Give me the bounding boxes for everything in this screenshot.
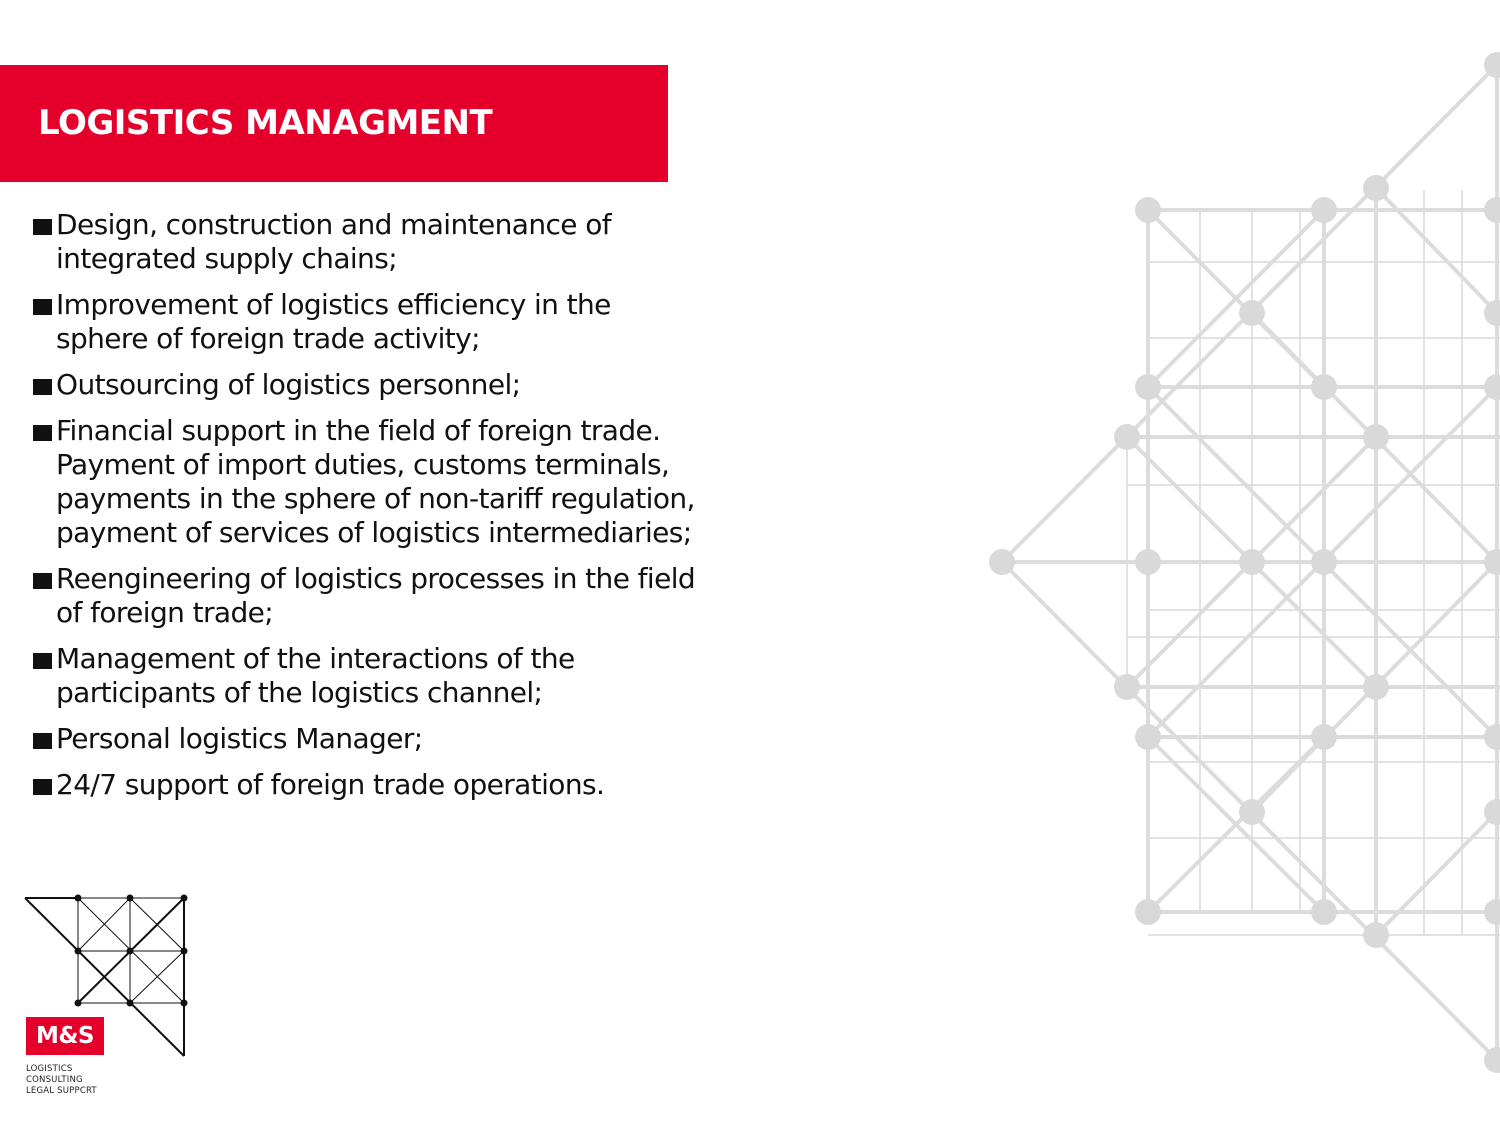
square-bullet-icon (33, 425, 52, 441)
list-item-line: Management of the interactions of the (56, 642, 575, 675)
network-lattice-icon (985, 40, 1500, 1085)
list-item (32, 288, 812, 356)
list-item-line: Design, construction and maintenance of (56, 208, 612, 241)
square-bullet-icon (33, 379, 52, 395)
list-item (32, 414, 812, 550)
page-title: LOGISTICS MANAGMENT (38, 103, 493, 143)
list-item-line: payment of services of logistics intermediaries; (56, 516, 692, 549)
list-item-line: Personal logistics Manager; (56, 722, 423, 755)
list-item-line: Payment of import duties, customs terminals, (56, 448, 670, 481)
list-item (32, 768, 812, 802)
logo-tagline-line: CONSULTING (26, 1075, 83, 1085)
list-item-line: Financial support in the field of foreign trade. (56, 414, 661, 447)
list-item-line: participants of the logistics channel; (56, 676, 543, 709)
list-item-line: Reengineering of logistics processes in the field (56, 562, 696, 595)
list-item (32, 208, 812, 276)
list-item (32, 368, 812, 402)
list-item-line: payments in the sphere of non-tariff regulation, (56, 482, 695, 515)
logo-tagline-line: LOGISTICS (26, 1064, 73, 1074)
logo-tagline-line: LEGAL SUPPCRT (26, 1086, 97, 1096)
list-item (32, 722, 812, 756)
square-bullet-icon (33, 653, 52, 669)
square-bullet-icon (33, 779, 52, 795)
square-bullet-icon (33, 299, 52, 315)
logo-brand-badge: M&S (26, 1017, 104, 1055)
list-item-line: sphere of foreign trade activity; (56, 322, 480, 355)
list-item (32, 642, 812, 710)
square-bullet-icon (33, 573, 52, 589)
list-item-line: 24/7 support of foreign trade operations. (56, 768, 605, 801)
service-list (32, 208, 812, 814)
list-item-line: integrated supply chains; (56, 242, 398, 275)
list-item-line: of foreign trade; (56, 596, 274, 629)
list-item-line: Outsourcing of logistics personnel; (56, 368, 521, 401)
logo-tagline (26, 1064, 97, 1097)
list-item-line: Improvement of logistics efficiency in the (56, 288, 611, 321)
list-item (32, 562, 812, 630)
square-bullet-icon (33, 733, 52, 749)
square-bullet-icon (33, 219, 52, 235)
